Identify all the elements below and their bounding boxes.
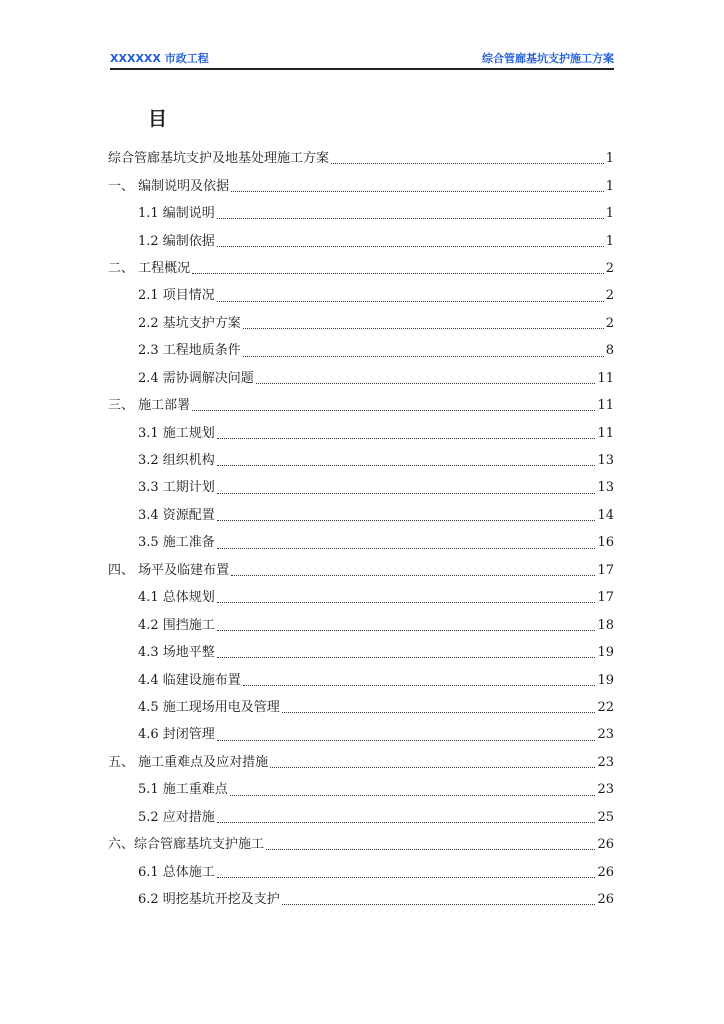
toc-entry[interactable] [108,255,614,282]
toc-leader-dots [217,520,596,521]
header-project-name: XXXXXX 市政工程 [110,52,209,65]
toc-leader-dots [217,438,596,439]
toc-leader-dots [270,767,595,768]
toc-entry[interactable] [108,858,614,885]
toc-leader-dots [217,301,604,302]
toc-entry-label: 2.4 需协调解决问题 [138,370,254,386]
toc-entry[interactable] [108,886,614,913]
toc-entry-page-number: 14 [597,507,614,523]
toc-entry-page-number: 22 [597,699,614,715]
toc-entry-label: 综合管廊基坑支护及地基处理施工方案 [108,151,330,167]
toc-entry-page-number: 17 [597,562,614,578]
toc-entry-page-number: 26 [597,892,614,908]
toc-entry[interactable] [108,502,614,529]
toc-entry[interactable] [108,227,614,254]
toc-entry[interactable] [108,584,614,611]
toc-entry-label: 2.2 基坑支护方案 [138,315,241,331]
toc-entry[interactable] [108,310,614,337]
toc-entry-label: 三、 施工部署 [108,398,191,414]
toc-leader-dots [331,163,604,164]
toc-entry[interactable] [108,831,614,858]
toc-entry-page-number: 25 [597,809,614,825]
toc-entry-page-number: 26 [597,837,614,853]
toc-leader-dots [217,630,596,631]
toc-entry-label: 4.4 临建设施布置 [138,672,241,688]
toc-entry-page-number: 23 [597,782,614,798]
toc-entry-page-number: 2 [605,288,614,304]
toc-entry-page-number: 19 [597,645,614,661]
toc-entry[interactable] [108,639,614,666]
toc-entry-page-number: 26 [597,864,614,880]
toc-entry[interactable] [108,145,614,172]
toc-leader-dots [217,877,596,878]
toc-leader-dots [256,383,596,384]
toc-entry-label: 3.3 工期计划 [138,480,215,496]
toc-entry-page-number: 17 [597,590,614,606]
toc-leader-dots [243,328,604,329]
toc-entry-label: 4.3 场地平整 [138,645,215,661]
toc-entry-label: 二、 工程概况 [108,260,191,276]
toc-entry[interactable] [108,200,614,227]
toc-leader-dots [192,410,595,411]
toc-entry-page-number: 1 [605,206,614,222]
toc-entry-page-number: 1 [605,233,614,249]
table-of-contents [108,145,614,913]
toc-entry[interactable] [108,749,614,776]
toc-leader-dots [217,465,596,466]
toc-leader-dots [243,685,596,686]
toc-entry-label: 一、 编制说明及依据 [108,178,230,194]
toc-entry-page-number: 8 [605,343,614,359]
toc-leader-dots [217,548,596,549]
toc-leader-dots [243,356,604,357]
toc-entry-label: 1.1 编制说明 [138,206,215,222]
toc-entry-label: 5.2 应对措施 [138,809,215,825]
toc-leader-dots [266,849,595,850]
toc-entry-page-number: 13 [597,453,614,469]
toc-entry-page-number: 16 [597,535,614,551]
toc-entry-page-number: 19 [597,672,614,688]
header-document-title: 综合管廊基坑支护施工方案 [482,52,614,65]
toc-entry-label: 四、 场平及临建布置 [108,562,230,578]
toc-entry-page-number: 1 [605,178,614,194]
toc-entry[interactable] [108,694,614,721]
toc-entry-label: 3.5 施工准备 [138,535,215,551]
toc-leader-dots [231,575,595,576]
toc-entry[interactable] [108,337,614,364]
toc-entry-label: 6.1 总体施工 [138,864,215,880]
toc-leader-dots [282,712,596,713]
toc-entry[interactable] [108,804,614,831]
toc-entry-label: 2.3 工程地质条件 [138,343,241,359]
toc-entry[interactable] [108,419,614,446]
toc-entry[interactable] [108,447,614,474]
toc-entry-page-number: 13 [597,480,614,496]
toc-entry[interactable] [108,557,614,584]
toc-entry-page-number: 23 [597,754,614,770]
toc-entry-page-number: 1 [605,151,614,167]
toc-entry-label: 1.2 编制依据 [138,233,215,249]
toc-entry-label: 六、综合管廊基坑支护施工 [108,837,265,853]
toc-entry-page-number: 11 [597,398,614,414]
toc-entry[interactable] [108,666,614,693]
toc-entry-label: 3.1 施工规划 [138,425,215,441]
toc-entry[interactable] [108,474,614,501]
toc-leader-dots [217,602,596,603]
toc-entry-page-number: 2 [605,260,614,276]
toc-leader-dots [217,493,596,494]
toc-leader-dots [230,795,596,796]
toc-leader-dots [282,904,596,905]
toc-entry[interactable] [108,611,614,638]
toc-entry-label: 4.6 封闭管理 [138,727,215,743]
toc-leader-dots [217,822,596,823]
toc-entry-label: 2.1 项目情况 [138,288,215,304]
toc-entry-page-number: 23 [597,727,614,743]
toc-entry[interactable] [108,529,614,556]
toc-entry-label: 3.4 资源配置 [138,507,215,523]
toc-leader-dots [192,273,604,274]
toc-entry-page-number: 2 [605,315,614,331]
toc-entry-page-number: 11 [597,425,614,441]
page-header [110,50,614,70]
toc-leader-dots [217,740,596,741]
toc-title: 目 [148,108,168,130]
toc-entry[interactable] [108,776,614,803]
toc-entry-page-number: 18 [597,617,614,633]
toc-entry[interactable] [108,365,614,392]
toc-entry[interactable] [108,721,614,748]
toc-entry-label: 6.2 明挖基坑开挖及支护 [138,892,280,908]
toc-entry-label: 五、 施工重难点及应对措施 [108,754,269,770]
toc-entry-label: 4.1 总体规划 [138,590,215,606]
toc-entry-page-number: 11 [597,370,614,386]
toc-entry-label: 4.5 施工现场用电及管理 [138,699,280,715]
toc-leader-dots [231,191,604,192]
toc-entry[interactable] [108,172,614,199]
toc-entry[interactable] [108,282,614,309]
toc-leader-dots [217,657,596,658]
toc-entry-label: 5.1 施工重难点 [138,782,228,798]
toc-entry-label: 3.2 组织机构 [138,453,215,469]
toc-entry[interactable] [108,392,614,419]
toc-leader-dots [217,218,604,219]
toc-leader-dots [217,246,604,247]
toc-entry-label: 4.2 围挡施工 [138,617,215,633]
